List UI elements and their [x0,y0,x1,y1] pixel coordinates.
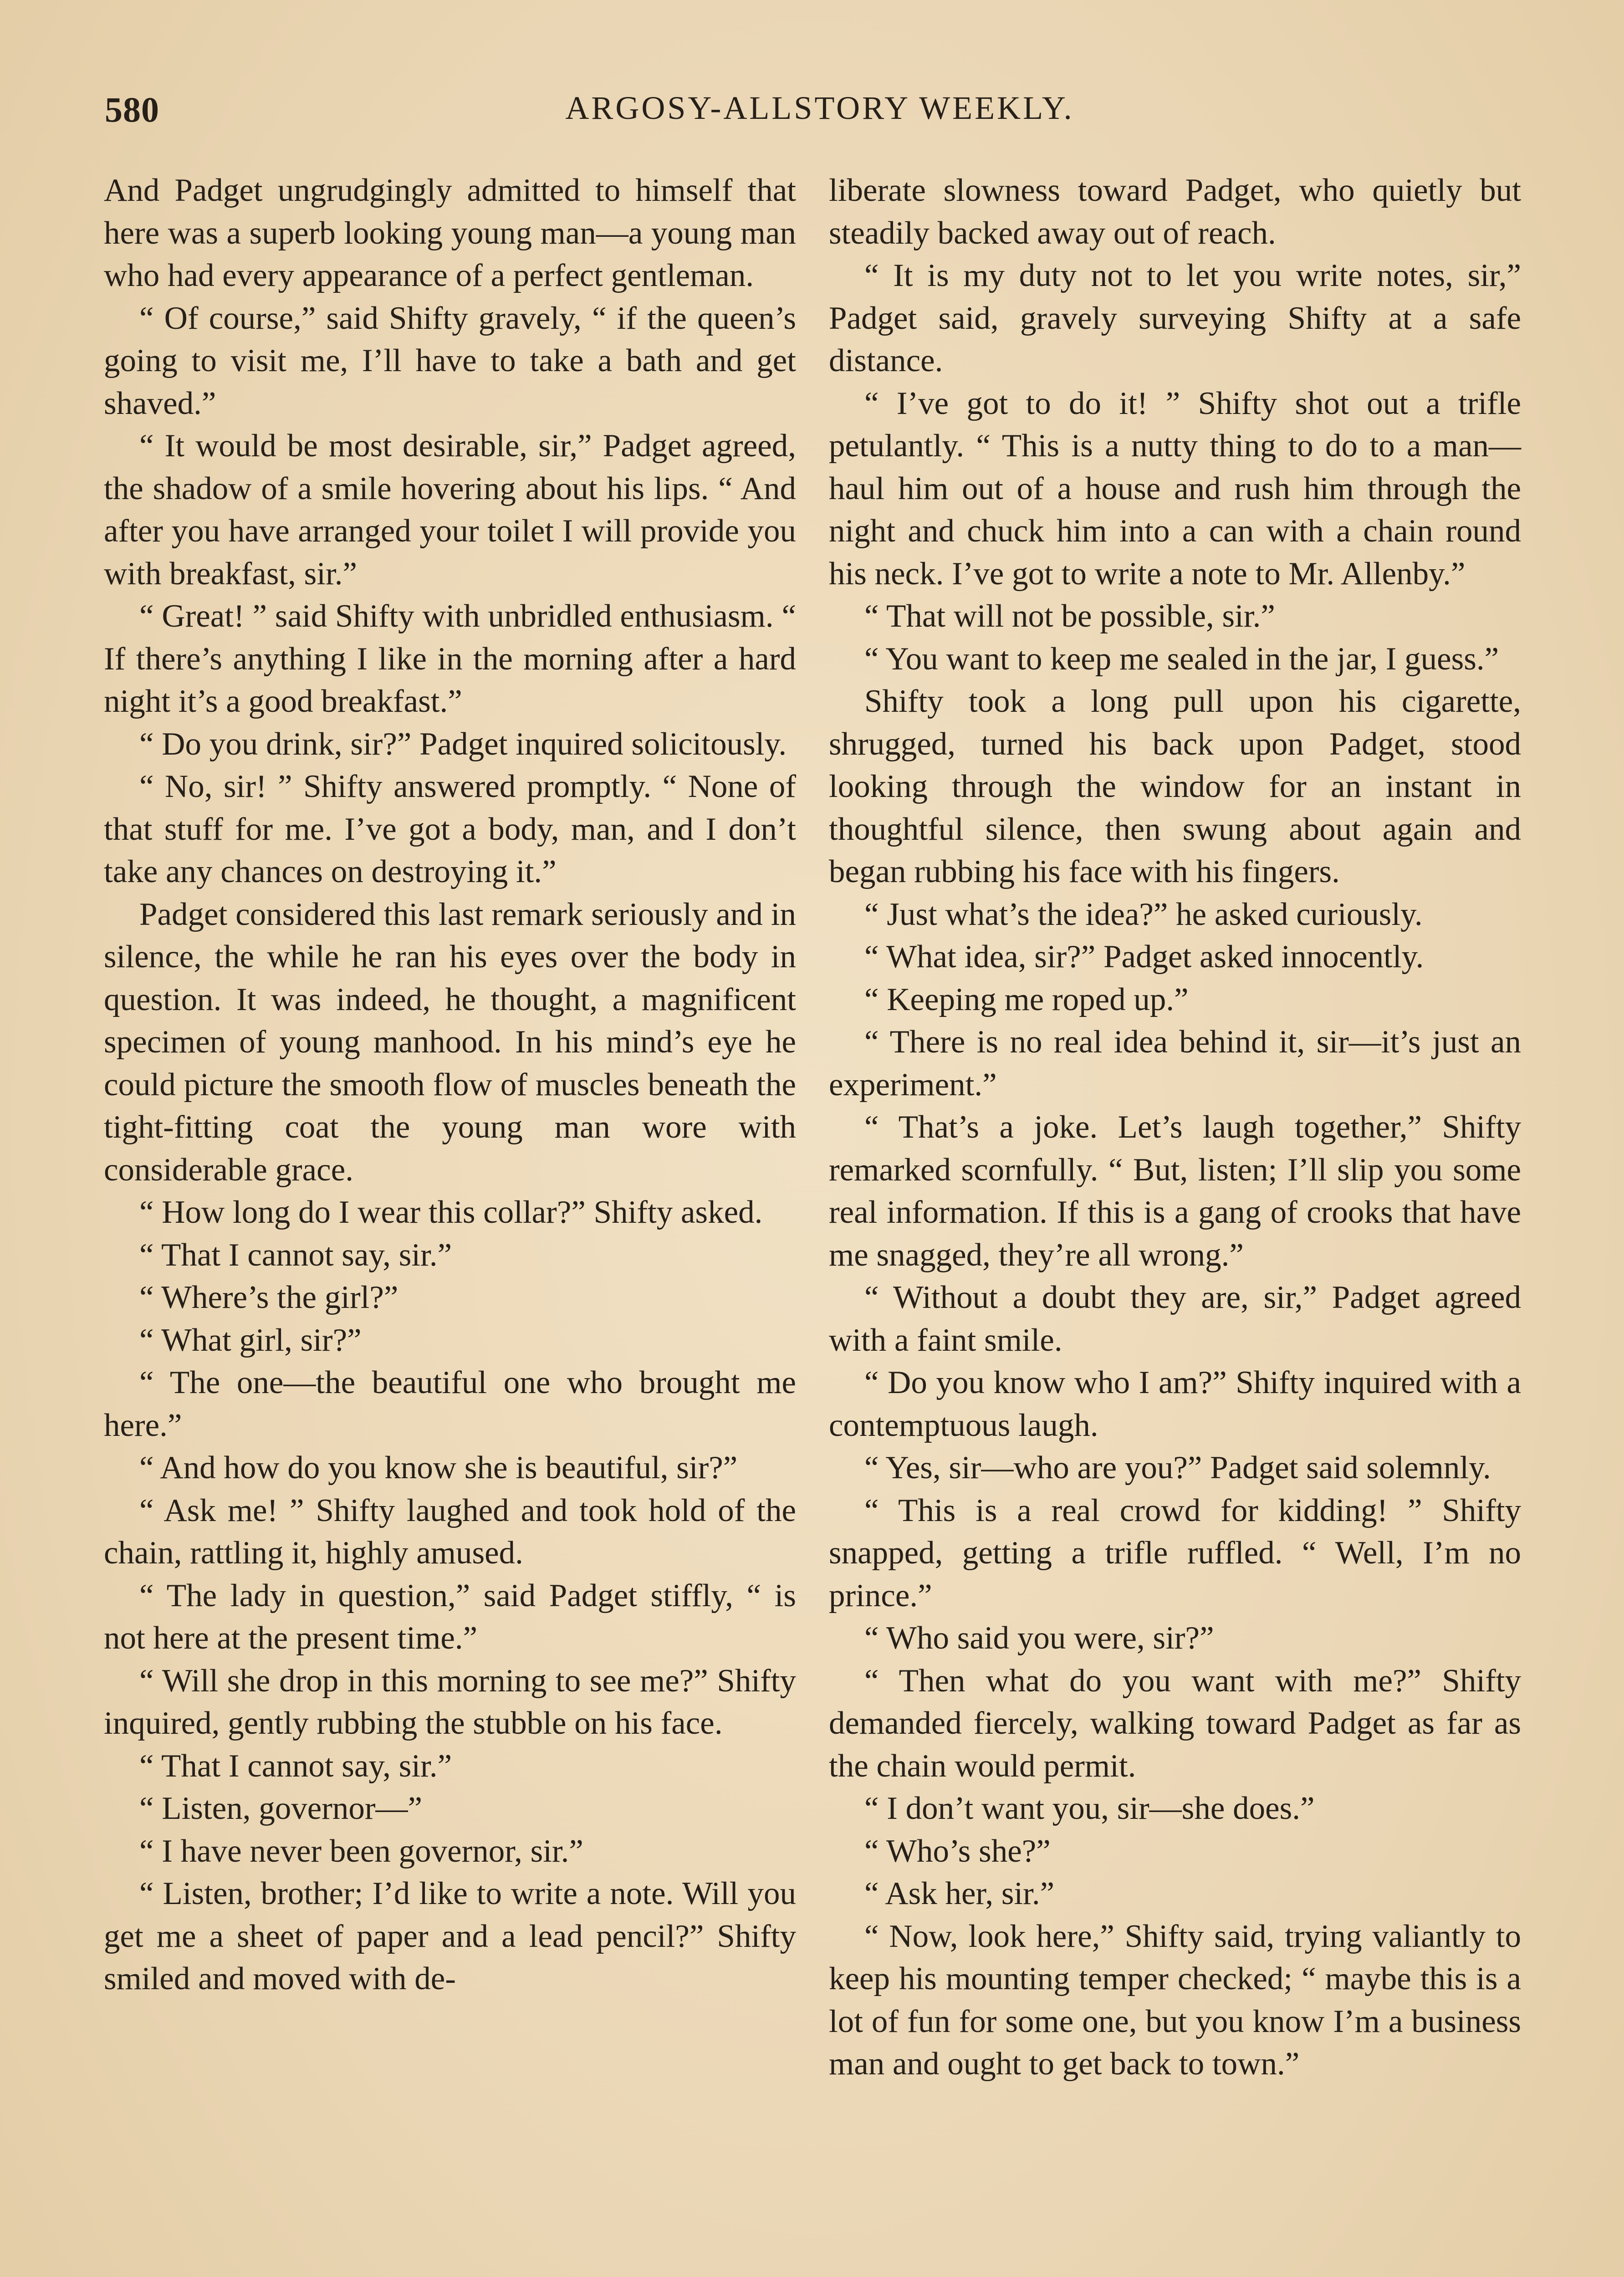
paragraph: “ I don’t want you, sir—she does.” [864,1791,1315,1826]
paragraph: “ Do you drink, sir?” Padget inquired solicitously. [139,726,787,762]
paragraph: “ That will not be possible, sir.” [864,598,1275,634]
page-number: 580 [105,90,159,129]
paragraph: “ Who said you were, sir?” [864,1620,1214,1656]
paragraph: “ Ask me! ” Shifty laughed and took hold of the chain, rattling it, highly amused. [104,1492,796,1571]
running-title: ARGOSY-ALLSTORY WEEKLY. [565,90,1074,126]
paragraph: “ Of course,” said Shifty gravely, “ if the queen’s going to visit me, I’ll have to take a bath and get shaved.” [104,300,796,421]
paragraph: “ Yes, sir—who are you?” Padget said solemnly. [864,1450,1491,1486]
paragraph: “ And how do you know she is beautiful, sir?” [139,1450,738,1486]
paragraph: “ Without a doubt they are, sir,” Padget agreed with a faint smile. [829,1280,1521,1358]
paragraph: “ Great! ” said Shifty with unbridled enthusiasm. “ If there’s anything I like in the morning after a hard night it’s a good breakfast.” [104,598,796,719]
paragraph: “ I have never been governor, sir.” [139,1833,583,1869]
paragraph: “ What idea, sir?” Padget asked innocently. [864,939,1424,975]
paragraph: “ Now, look here,” Shifty said, trying valiantly to keep his mounting temper checked; “ maybe this is a lot of fun for some one, but you know I’m a business man and ought to get back to town.” [829,1918,1521,2082]
right-column [829,169,1521,2086]
paragraph: “ That’s a joke. Let’s laugh together,” Shifty remarked scornfully. “ But, listen; I’ll slip you some real information. If this is a gang of crooks that have me snagged, they’re all wrong.” [829,1109,1521,1273]
paragraph: And Padget ungrudgingly admitted to himself that here was a superb looking young man—a young man who had every appearance of a perfect gentleman. [104,173,796,293]
paragraph: “ What girl, sir?” [139,1322,362,1358]
paragraph: “ Keeping me roped up.” [864,981,1189,1017]
paragraph: “ Listen, governor—” [139,1791,423,1826]
page-header [105,89,1535,139]
paragraph: “ I’ve got to do it! ” Shifty shot out a trifle petulantly. “ This is a nutty thing to do to a man—haul him out of a house and rush him through the night and chuck him into a can with a chain round his neck. I’ve got to write a note to Mr. Allenby.” [829,385,1521,592]
paragraph: “ The one—the beautiful one who brought me here.” [104,1365,796,1443]
paragraph: “ No, sir! ” Shifty answered promptly. “ None of that stuff for me. I’ve got a body, man, and I don’t take any chances on destroying it.” [104,769,796,889]
paragraph: liberate slowness toward Padget, who quietly but steadily backed away out of reach. [829,173,1521,251]
paragraph: “ There is no real idea behind it, sir—it’s just an experiment.” [829,1024,1521,1103]
paragraph: Padget considered this last remark seriously and in silence, the while he ran his eyes over the body in question. It was indeed, he thought, a magnificent specimen of young manhood. In his mind’s eye he could picture the smooth flow of muscles beneath the tight-fitting coat the young man wore with considerable grace. [104,896,796,1188]
paragraph: “ Who’s she?” [864,1833,1051,1869]
paragraph: “ It would be most desirable, sir,” Padget agreed, the shadow of a smile hovering about his lips. “ And after you have arranged your toilet I will provide you with breakfast, sir.” [104,428,796,592]
paragraph: “ Where’s the girl?” [139,1280,398,1315]
paragraph: “ This is a real crowd for kidding! ” Shifty snapped, getting a trifle ruffled. “ Well, I’m no prince.” [829,1492,1521,1613]
paragraph: “ Do you know who I am?” Shifty inquired with a contemptuous laugh. [829,1365,1521,1443]
paragraph: “ You want to keep me sealed in the jar, I guess.” [864,641,1499,677]
paragraph: “ Ask her, sir.” [864,1876,1055,1911]
paragraph: “ How long do I wear this collar?” Shifty asked. [139,1195,763,1230]
paragraph: “ Just what’s the idea?” he asked curiously. [864,896,1423,932]
paragraph: “ Will she drop in this morning to see me?” Shifty inquired, gently rubbing the stubble on his face. [104,1663,796,1741]
left-column [104,169,796,2001]
paragraph: “ It is my duty not to let you write notes, sir,” Padget said, gravely surveying Shifty at a safe distance. [829,258,1521,378]
paragraph: “ Listen, brother; I’d like to write a note. Will you get me a sheet of paper and a lead pencil?” Shifty smiled and moved with de- [104,1876,796,1996]
paragraph: “ The lady in question,” said Padget stiffly, “ is not here at the present time.” [104,1578,796,1656]
paragraph: “ That I cannot say, sir.” [139,1237,452,1273]
paragraph: “ That I cannot say, sir.” [139,1748,452,1784]
paragraph: Shifty took a long pull upon his cigarette, shrugged, turned his back upon Padget, stood looking through the window for an instant in thoughtful silence, then swung about again and began rubbing his face with his fingers. [829,684,1521,889]
paragraph: “ Then what do you want with me?” Shifty demanded fiercely, walking toward Padget as far as the chain would permit. [829,1663,1521,1784]
